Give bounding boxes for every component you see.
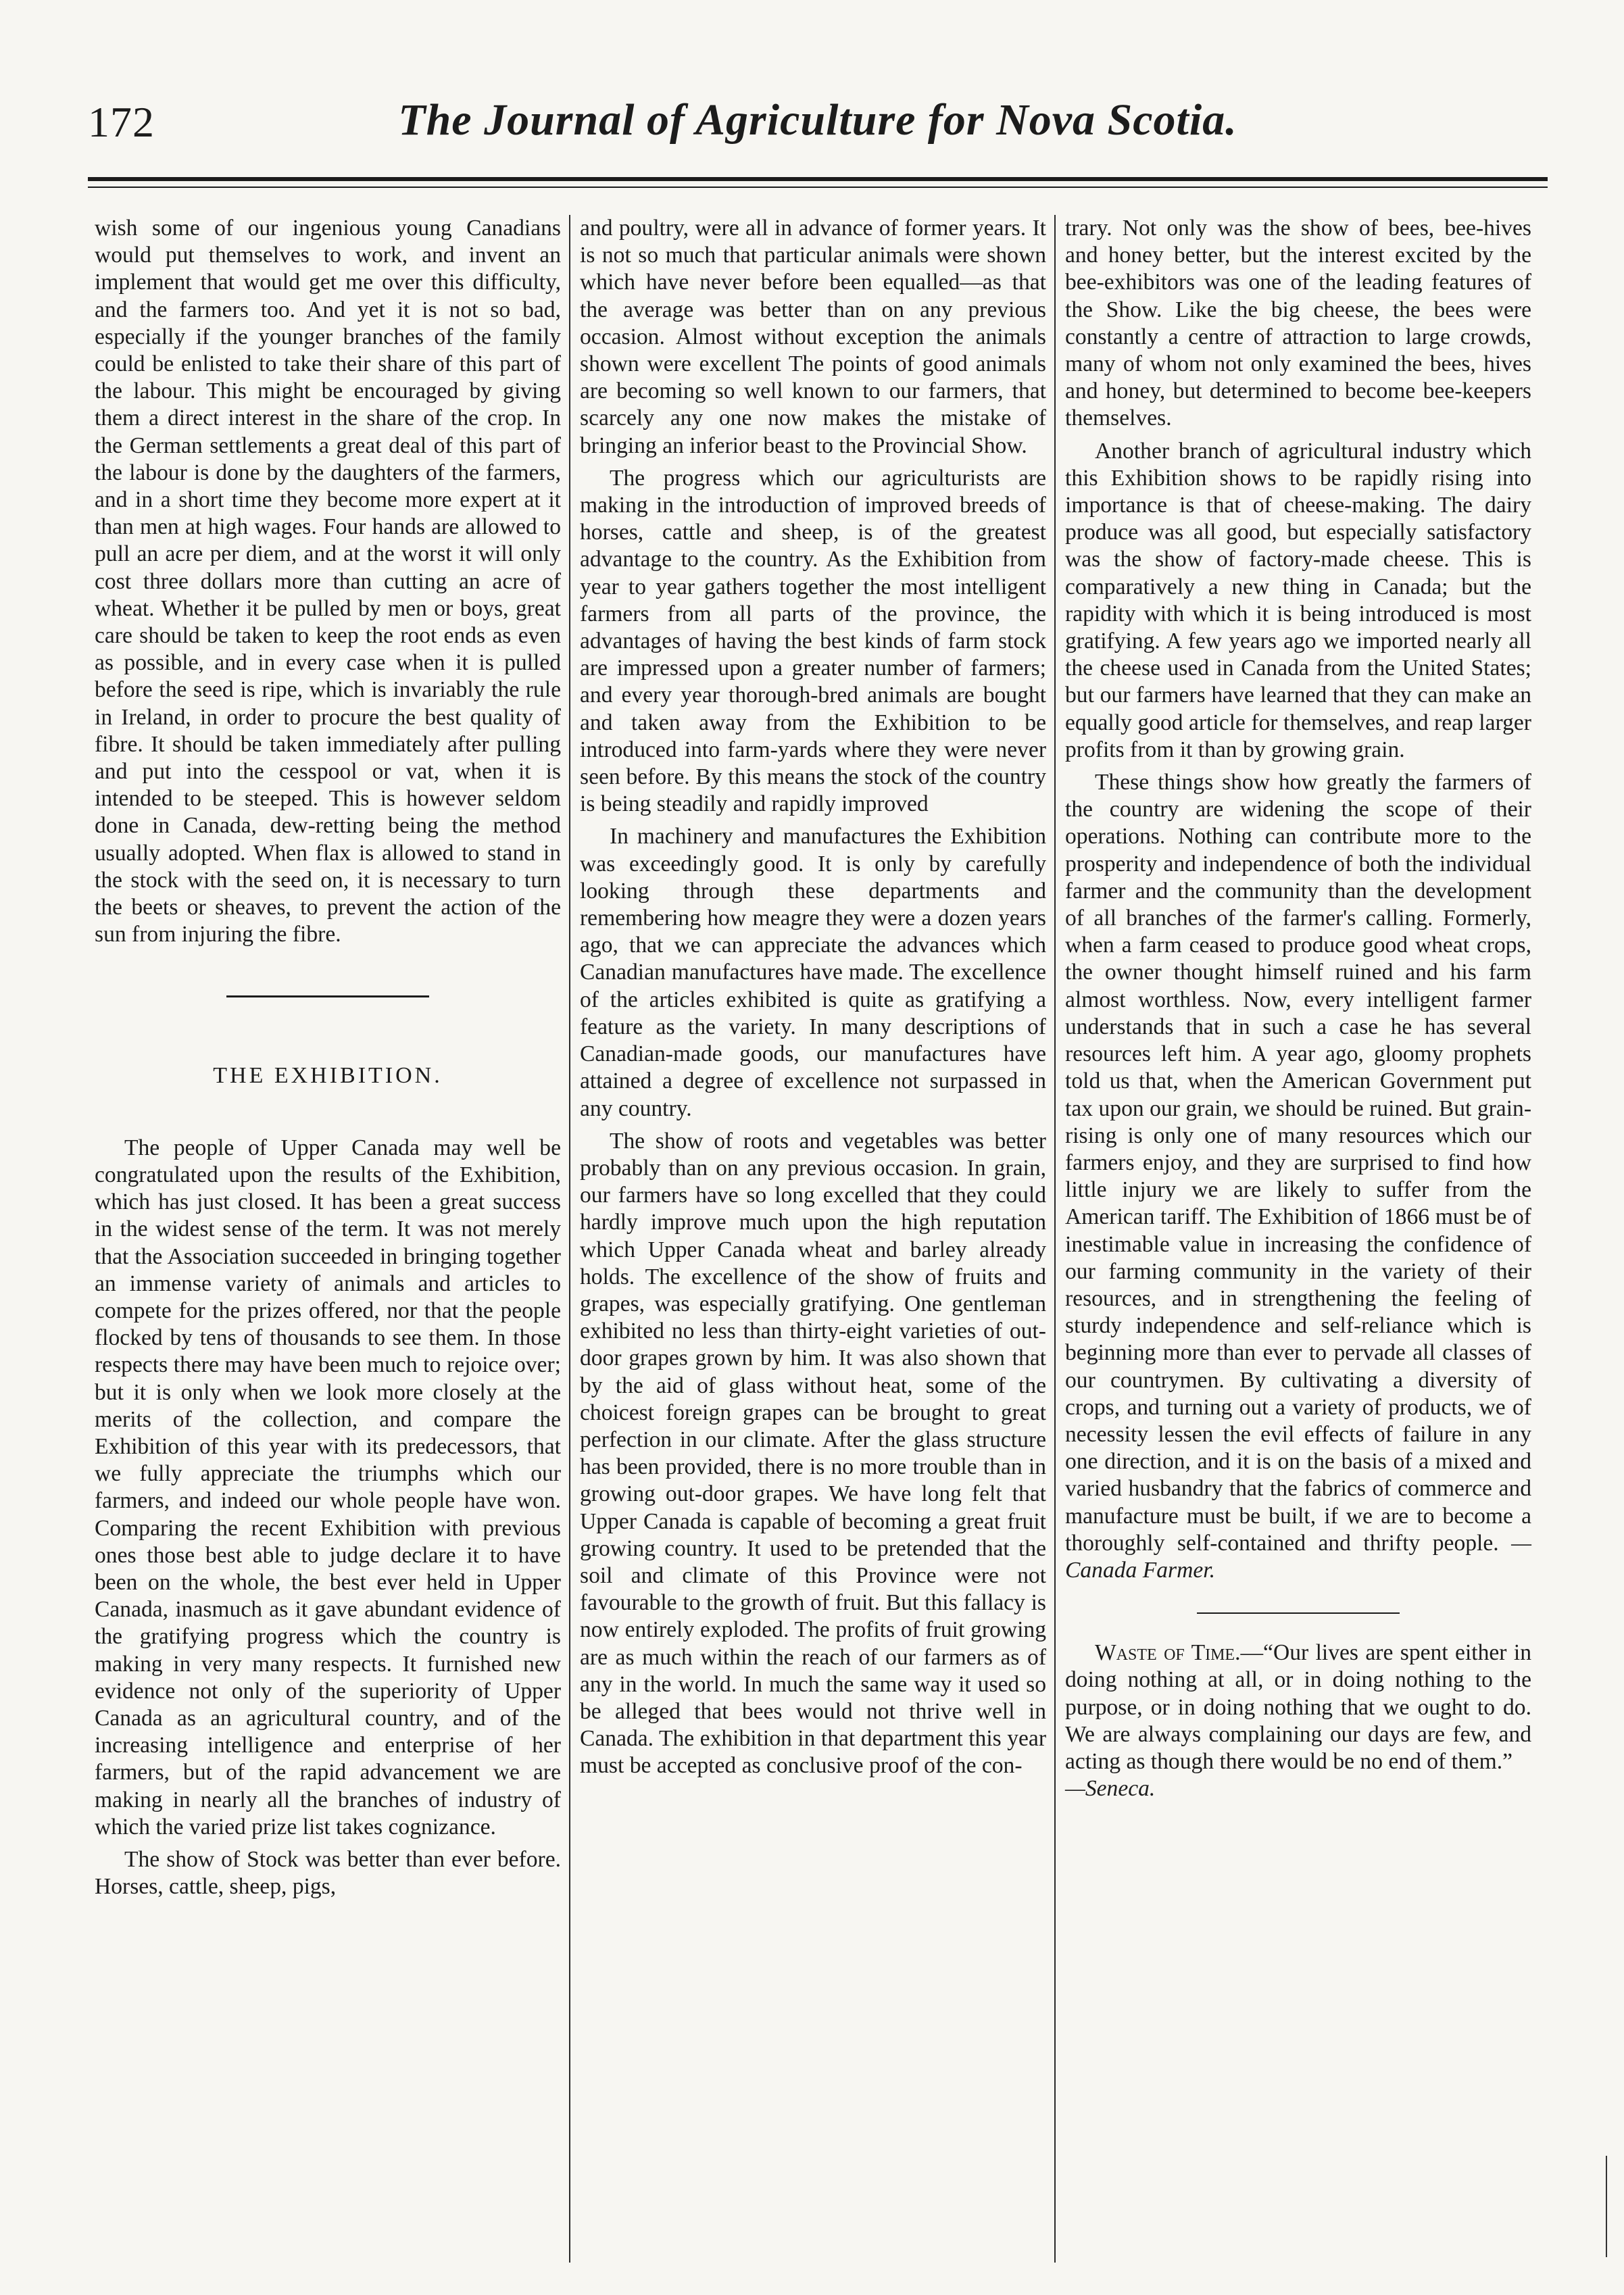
section-heading-exhibition: THE EXHIBITION. [213,1063,443,1089]
widening-scope-text: These things show how greatly the farmers of the country are widening the scope of their operations. Nothing can contribute more to the prosperity and independence of both the individual farmer and the community than the development of all branches of the farmer's calling. Formerly, when a farm ceased to produce good wheat crops, the owner thought himself ruined and his farm almost worthless. Now, every intelligent farmer understands that in such a case he has several resources left him. A year ago, gloomy prophets told us that, when the American Government put tax upon our grain, we should be ruined. But grain-rising is only one of many resources which our farmers enjoy, and they are surprised to find how little injury we are likely to suffer from the American tariff. The Exhibition of 1866 must be of inestimable value in increasing the confidence of our farming community in the variety of their resources, and in strengthening the feeling of sturdy independence and self-reliance which is beginning more than ever to pervade all classes of our countrymen. By cultivating a diversity of crops, and turning out a variety of products, we of necessity lessen the evil effects of failure in any one direction, and it is on the basis of a mixed and varied husbandry that the fabrics of commerce and manufacture must be built, if we are to become a thoroughly self-contained and thrifty people. [1065,770,1531,1556]
section-separator [226,995,429,997]
column-divider-2 [1054,215,1056,2263]
breeds-paragraph: The progress which our agriculturists are making in the introduction of improved breeds of horses, cattle and sheep, is of the greatest advantage to the country. As the Exhibition from year to year gathers together the most intelligent farmers from all parts of the province, the advantages of having the best kinds of farm stock are impressed upon a greater number of farmers; and every year thorough-bred animals are bought and taken away from the Exhibition to be introduced into farm-yards where they were never seen before. By this means the stock of the country is being steadily and rapidly improved [580,465,1046,817]
page-header [88,95,1548,162]
stock-paragraph-start: The show of Stock was better than ever before. Horses, cattle, sheep, pigs, [95,1846,561,1900]
column-divider-1 [569,215,570,2263]
roots-fruits-paragraph: The show of roots and vegetables was better probably than on any previous occasion. In grain, our farmers have so long excelled that they could hardly improve much upon the high reputation which Upper Canada wheat and barley already holds. The excellence of the show of fruits and grapes, was especially gratifying. One gentleman exhibited no less than thirty-eight varieties of out-door grapes grown by him. It was also shown that by the aid of glass without heat, some of the choicest foreign grapes can be brought to great perfection in our climate. After the glass structure has been provided, there is no more trouble than in growing out-door grapes. We have long felt that Upper Canada is capable of becoming a great fruit growing country. It used to be pretended that the soil and climate of this Province were not favourable to the growth of fruit. But this fallacy is now entirely exploded. The profits of fruit growing are as much within the reach of our farmers as of any in the world. In much the same way it used so be alleged that bees would not thrive well in Canada. The exhibition in that department this year must be accepted as conclusive proof of the con- [580,1128,1046,1779]
page-number: 172 [88,98,155,146]
cheese-paragraph: Another branch of agricultural industry which this Exhibition shows to be rapidly rising into importance is that of cheese-making. The dairy produce was all good, but especially satisfactory was the show of factory-made cheese. This is comparatively a new thing in Canada; but the rapidity with which it is being introduced is most gratifying. A few years ago we imported nearly all the cheese used in Canada from the United States; but our farmers have learned that they can make an equally good article for themselves, and reap larger profits from it than by growing grain. [1065,438,1531,762]
header-rule-thin [88,187,1548,188]
column-2 [580,215,1046,1785]
waste-of-time-text: —“Our lives are spent either in doing nothing at all, or in doing nothing to the purpose, or in doing nothing that we ought to do. We are always complaining our days are few, and acting as though there would be no end of them.” [1065,1640,1532,1774]
widening-scope-paragraph [1065,769,1531,1584]
waste-of-time-paragraph [1065,1639,1531,1802]
margin-mark [1606,2156,1610,2257]
machinery-paragraph: In machinery and manufactures the Exhibition was exceedingly good. It is only by carefully looking through these departments and remembering how meagre they were a dozen years ago, that we can appreciate the advances which Canadian manufactures have made. The excellence of the articles exhibited is quite as gratifying a feature as the variety. In many descriptions of Canadian-made goods, our manufactures have attained a degree of excellence not surpassed in any country. [580,824,1046,1121]
column-1 [95,215,561,1906]
source-canada-farmer: — Canada Farmer. [1065,1530,1531,1583]
exhibition-intro-paragraph: The people of Upper Canada may well be congratulated upon the results of the Exhibition, which has just closed. It has been a great success in the widest sense of the term. It was not merely that the Association succeeded in bringing together an immense variety of animals and articles to compete for the prizes offered, nor that the people flocked by tens of thousands to see them. In those respects there may have been much to rejoice over; but it is only when we look more closely at the merits of the collection, and compare the Exhibition of this year with its predecessors, that we fully appreciate the triumphs which our farmers, and indeed our whole people have won. Comparing the recent Exhibition with previous ones those best able to judge declare it to have been on the whole, the best ever held in Upper Canada, inasmuch as it gave abundant evidence of the gratifying progress which the country is making in very many respects. It furnished new evidence not only of the superiority of Upper Canada as an agricultural country, and of the increasing intelligence and enterprise of her farmers, but of the rapid advancement we are making in nearly all the branches of industry of which the varied prize list takes cognizance. [95,1135,561,1840]
stock-paragraph-cont: and poultry, were all in advance of former years. It is not so much that particular animals were shown which have never before been equalled—as that the average was better than on any previous occasion. Almost without exception the animals shown were excellent The points of good animals are becoming so well known to our farmers, that scarcely any one now makes the mistake of bringing an inferior beast to the Provincial Show. [580,216,1046,458]
header-rule-thick [88,177,1548,181]
bees-paragraph-cont: trary. Not only was the show of bees, bee-hives and honey better, but the interest excited by the bee-exhibitors was one of the leading features of the Show. Like the big cheese, the bees were constantly a centre of attraction to large crowds, many of whom not only examined the bees, hives and honey, but determined to become bee-keepers themselves. [1065,216,1531,431]
waste-of-time-lead: Waste of Time. [1095,1640,1241,1666]
journal-title: The Journal of Agriculture for Nova Scotia. [398,95,1237,145]
flax-paragraph: wish some of our ingenious young Canadians would put themselves to work, and invent an implement that would get me over this difficulty, and the farmers too. And yet it is not so bad, especially if the younger branches of the family could be enlisted to take their share of this part of the labour. This might be encouraged by giving them a direct interest in the share of the crop. In the German settlements a great deal of this part of the labour is done by the daughters of the farmers, and in a short time they become more expert at it than men at high wages. Four hands are allowed to pull an acre per diem, and at the worst it will only cost three dollars more than cutting an acre of wheat. Whether it be pulled by men or boys, great care should be taken to keep the root ends as even as possible, and in every case when it is pulled before the seed is ripe, which is invariably the rule in Ireland, in order to procure the best quality of fibre. It should be taken immediately after pulling and put into the cesspool or vat, when it is intended to be steeped. This is however seldom done in Canada, dew-retting being the method usually adopted. When flax is allowed to stand in the stock with the seed on, it is necessary to turn the beets or sheaves, to prevent the action of the sun from injuring the fibre. [95,216,561,947]
source-seneca: —Seneca. [1065,1776,1156,1802]
column-3 [1065,215,1531,1808]
article-separator [1197,1612,1400,1614]
